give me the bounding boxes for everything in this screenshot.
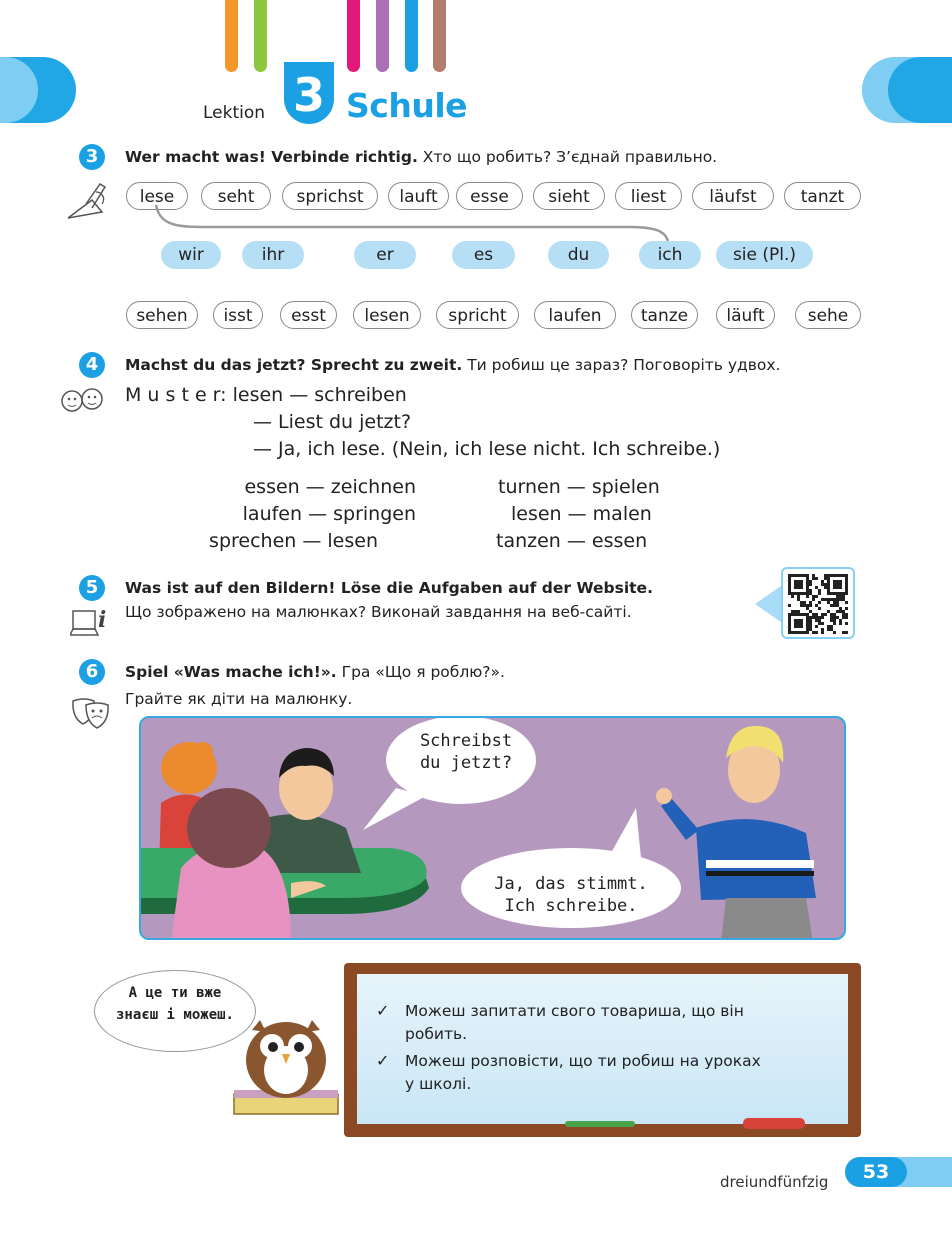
summary-item-2 [405, 1050, 761, 1096]
pronoun-pill: ihr [242, 241, 304, 269]
exercise-5-title-uk: Що зображено на малюнках? Виконай завдання на веб-сайті. [125, 603, 632, 621]
pair-left-3: sprechen — lesen [209, 530, 378, 552]
pronoun-pill: es [452, 241, 515, 269]
bubble-2-line-1: Ja, das stimmt. [494, 874, 648, 894]
verb-pill: esst [280, 301, 337, 329]
summary-item-1 [405, 1000, 744, 1046]
exercise-6-subtitle: Грайте як діти на малюнку. [125, 690, 353, 708]
color-stripe [376, 0, 389, 72]
verb-pill: sehen [126, 301, 198, 329]
verb-pill: isst [213, 301, 263, 329]
exercise-3-title-uk: Хто що робить? З’єднай правильно. [422, 148, 718, 166]
owl-speech-text [100, 982, 250, 1026]
exercise-5-title-de: Was ist auf den Bildern! Löse die Aufgaben auf der Website. [125, 579, 653, 597]
exercise-4-title-uk: Ти робиш це зараз? Поговоріть удвох. [467, 356, 781, 374]
qr-code-icon [783, 569, 853, 637]
color-stripe [225, 0, 238, 72]
color-stripe [433, 0, 446, 72]
lesson-number-badge: 3 [284, 62, 334, 124]
theatre-masks-icon [70, 696, 112, 732]
pencil-hand-icon [62, 178, 110, 222]
pair-left-1: essen — zeichnen [244, 476, 416, 498]
exercise-5-number: 5 [79, 575, 105, 601]
muster-label: M u s t e r: [125, 384, 227, 406]
exercise-6-title [125, 663, 505, 681]
classroom-illustration [139, 716, 846, 940]
verb-pill: spricht [436, 301, 519, 329]
pronoun-pill: ich [639, 241, 701, 269]
check-icon-2: ✓ [376, 1051, 390, 1070]
connecting-line [150, 205, 710, 245]
muster-line-1 [125, 384, 407, 406]
girl-brown-hair [187, 788, 271, 868]
pronoun-pill: sie (Pl.) [716, 241, 813, 269]
pronoun-pill: er [354, 241, 416, 269]
exercise-4-title-de: Machst du das jetzt? Sprecht zu zweit. [125, 356, 463, 374]
pronoun-pill: du [548, 241, 609, 269]
speech-bubble-1-text [406, 730, 526, 774]
exercise-6-title-uk: Гра «Що я роблю?». [341, 663, 505, 681]
lesson-label: Lektion [203, 103, 266, 123]
qr-code[interactable] [781, 567, 855, 639]
verb-pill: tanzt [784, 182, 861, 210]
header-tab-right-inner [888, 57, 952, 123]
summary-item-1-line-2: робить. [405, 1025, 468, 1043]
bubble-1-line-1: Schreibst [419, 731, 513, 751]
chalkboard-tray-items [565, 1118, 855, 1132]
pair-right-3: tanzen — essen [496, 530, 648, 552]
color-stripe [254, 0, 267, 72]
check-icon-1: ✓ [376, 1001, 390, 1020]
exercise-6-number: 6 [79, 659, 105, 685]
verb-pill: lese [126, 182, 188, 210]
verb-pill: laufen [534, 301, 616, 329]
blond-boy-sweater [696, 819, 816, 900]
bubble-2-line-2: Ich schreibe. [504, 896, 638, 916]
pair-right-2: lesen — malen [511, 503, 652, 525]
verb-pill: seht [201, 182, 271, 210]
exercise-3-number: 3 [79, 144, 105, 170]
verb-pill: sprichst [282, 182, 378, 210]
owl-text-line-1: А це ти вже [128, 985, 222, 1001]
pair-right-1: turnen — spielen [498, 476, 660, 498]
verb-pill: sehe [795, 301, 861, 329]
blond-boy-pants [721, 898, 813, 940]
verb-pill: liest [615, 182, 682, 210]
exercise-4-number: 4 [79, 352, 105, 378]
two-faces-icon [58, 387, 108, 415]
muster-line-3: — Ja, ich lese. (Nein, ich lese nicht. Ich schreibe.) [253, 438, 721, 460]
chalkboard [357, 974, 848, 1124]
qr-pointer [755, 586, 781, 622]
summary-item-1-line-1: Можеш запитати свого товариша, що він [405, 1002, 744, 1020]
laptop-info-icon [70, 603, 112, 641]
lesson-title: Schule [346, 86, 468, 125]
verb-pill: lauft [388, 182, 449, 210]
page-number: 53 [862, 1161, 890, 1183]
color-stripe [405, 0, 418, 72]
exercise-3-title-de: Wer macht was! Verbinde richtig. [125, 148, 418, 166]
exercise-3-title [125, 148, 717, 166]
summary-item-2-line-2: у школі. [405, 1075, 472, 1093]
verb-pill: lesen [353, 301, 421, 329]
muster-line-2: — Liest du jetzt? [253, 411, 412, 433]
verb-pill: läufst [692, 182, 774, 210]
eraser-icon [743, 1118, 805, 1129]
svg-text:i: i [98, 607, 107, 633]
verb-pill: tanze [631, 301, 698, 329]
verb-pill: läuft [716, 301, 775, 329]
verb-pill: esse [456, 182, 523, 210]
color-stripe [347, 0, 360, 72]
exercise-6-title-de: Spiel «Was mache ich!». [125, 663, 337, 681]
muster-example: lesen — schreiben [232, 384, 407, 406]
owl-text-line-2: знаєш і можеш. [115, 1007, 234, 1023]
exercise-4-title [125, 356, 780, 374]
pair-left-2: laufen — springen [242, 503, 416, 525]
owl-on-books-icon [230, 1012, 342, 1120]
page-word: dreiundfünfzig [720, 1173, 829, 1191]
summary-item-2-line-1: Можеш розповісти, що ти робиш на уроках [405, 1052, 761, 1070]
speech-bubble-2-text [481, 873, 661, 917]
pronoun-pill: wir [161, 241, 221, 269]
verb-pill: sieht [533, 182, 605, 210]
chalk-icon [565, 1121, 635, 1127]
bubble-1-line-2: du jetzt? [419, 753, 513, 773]
